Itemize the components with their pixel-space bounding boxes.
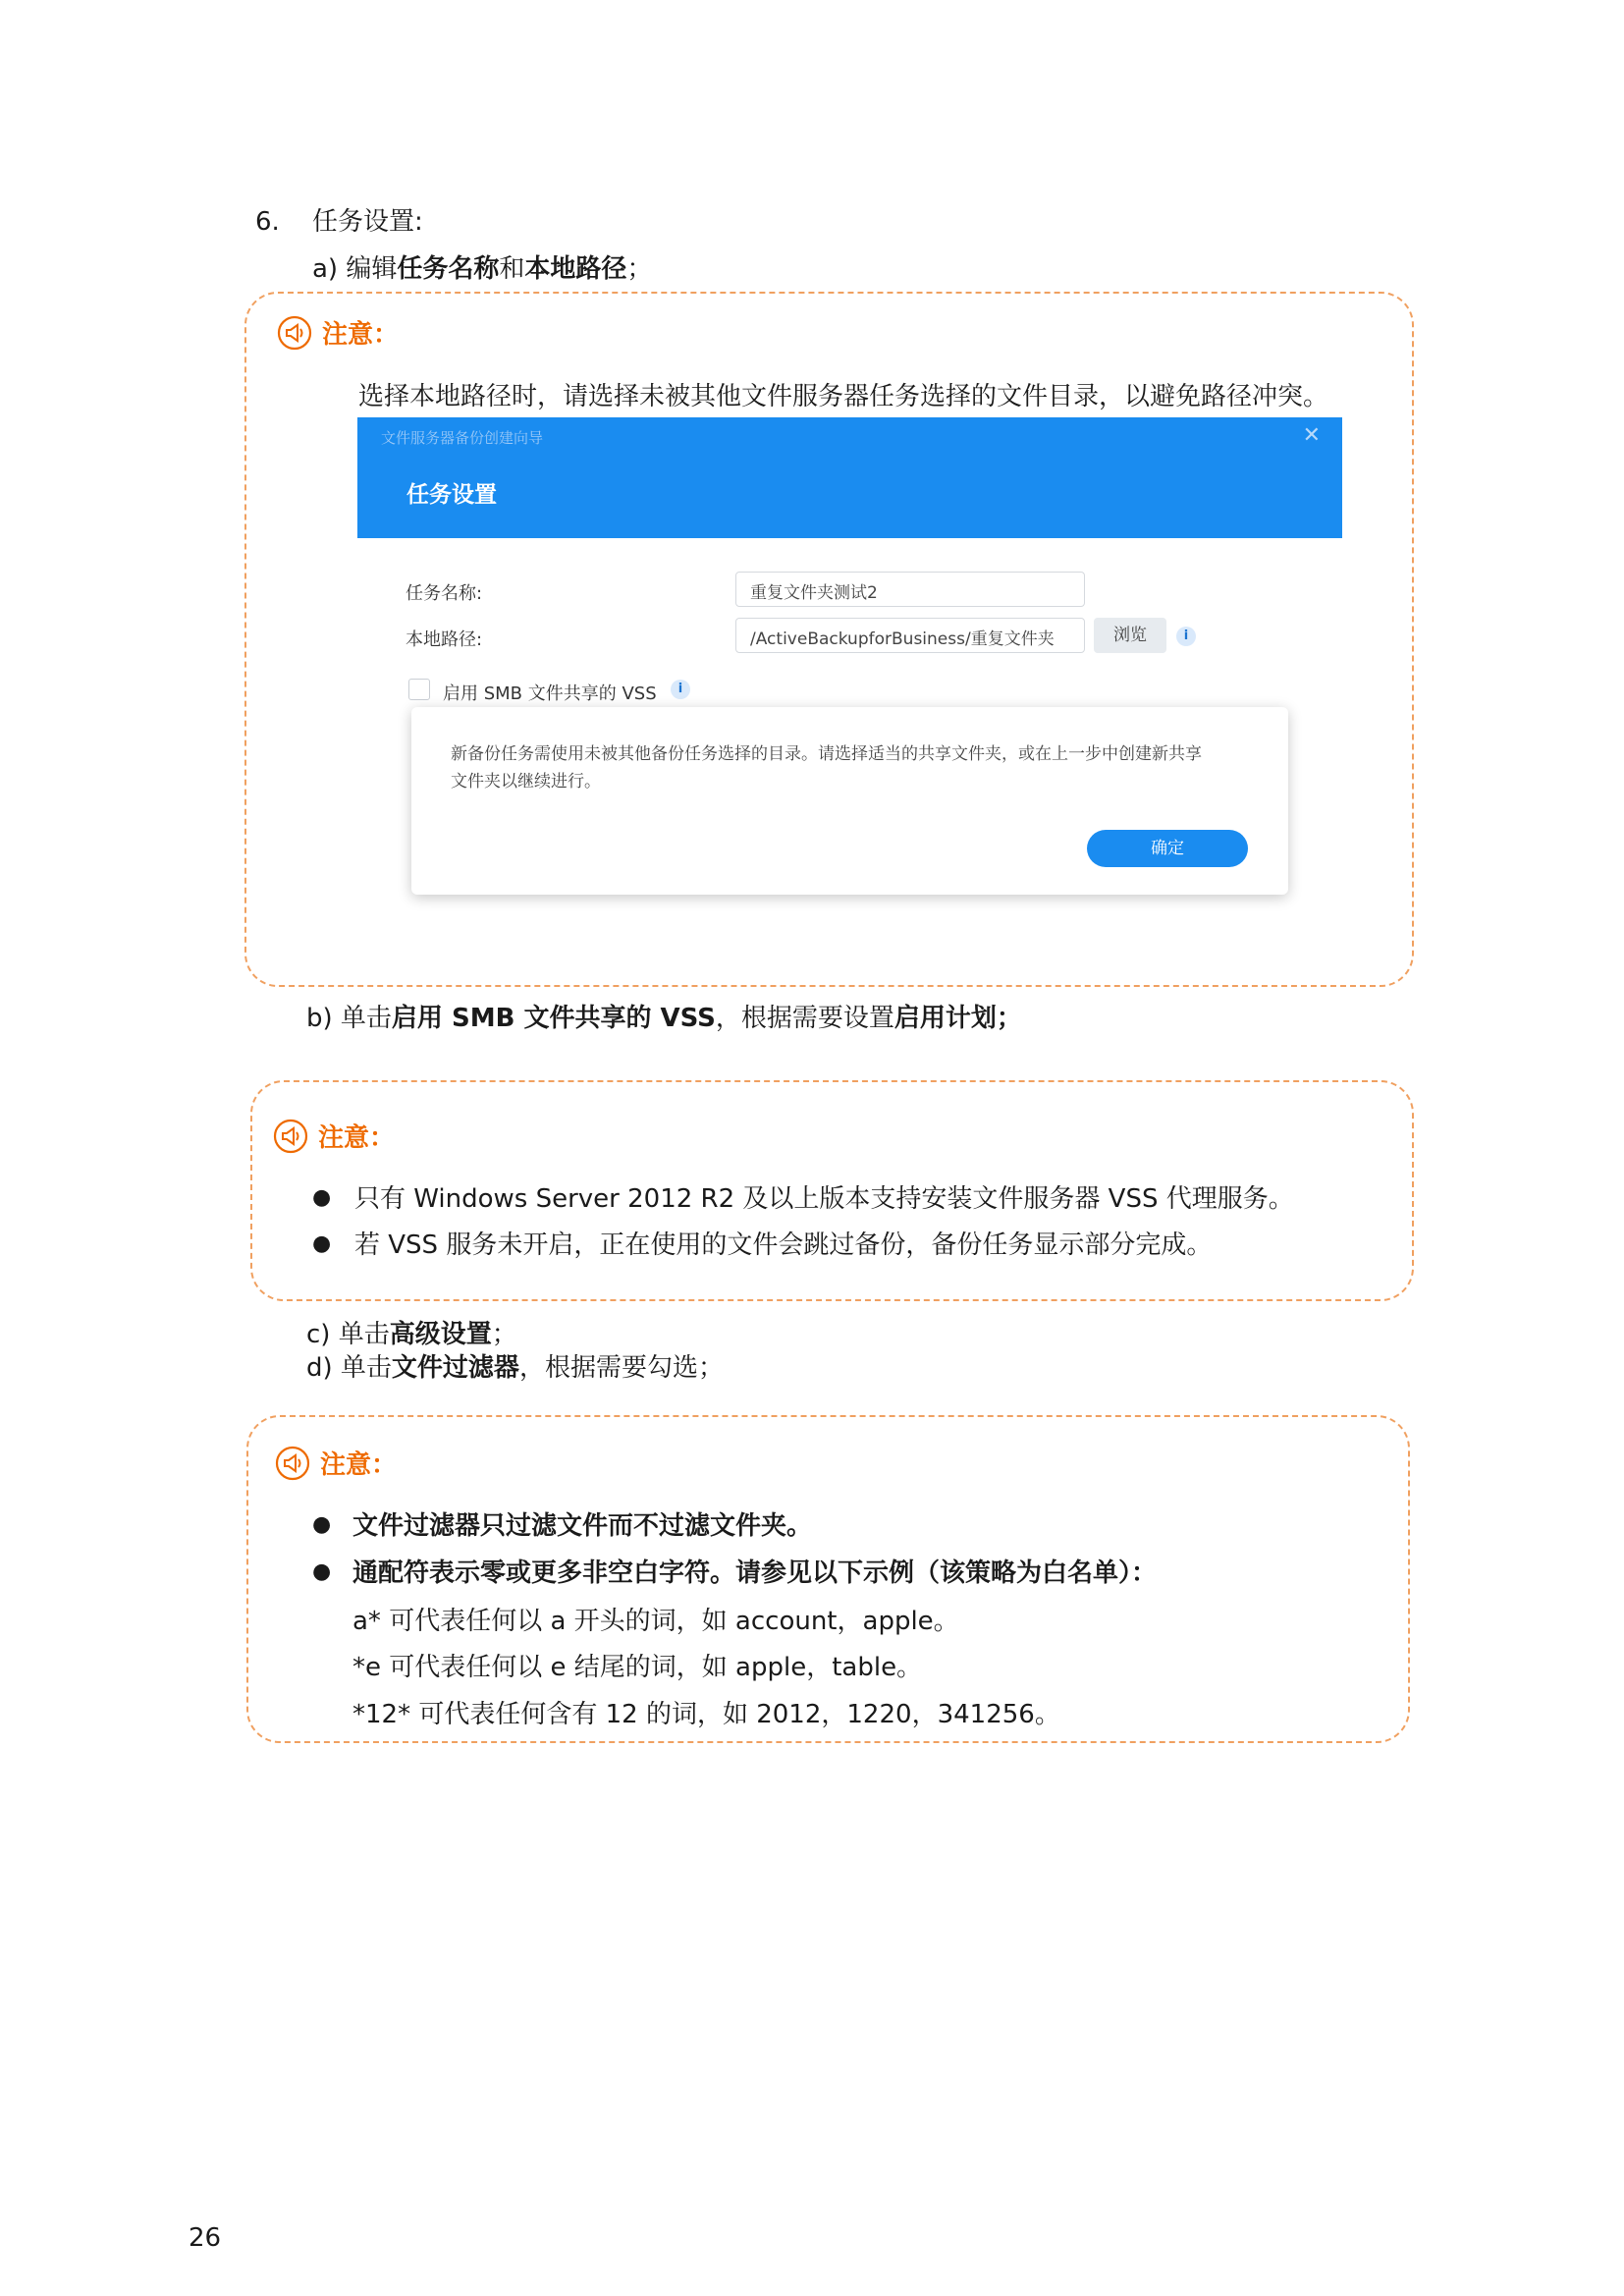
bullet-dot: ● [312, 1559, 332, 1584]
modal-message-line-2: 文件夹以继续进行。 [451, 772, 601, 792]
step-title: 任务设置: [312, 207, 423, 237]
bullet-dot: ● [312, 1231, 332, 1256]
item-a-suffix: ； [626, 254, 653, 284]
megaphone-icon [277, 315, 312, 351]
vss-info-icon[interactable]: i [671, 680, 690, 699]
item-c-prefix: c) 单击 [306, 1320, 390, 1349]
modal-message-line-1: 新备份任务需使用未被其他备份任务选择的目录。请选择适当的共享文件夹，或在上一步中创建新共享 [451, 744, 1202, 764]
ok-button[interactable]: 确定 [1087, 830, 1248, 867]
local-path-label: 本地路径: [406, 629, 483, 650]
warning-modal [411, 707, 1288, 895]
note-3-example-2: *e 可代表任何以 e 结尾的词，如 apple，table。 [352, 1653, 923, 1682]
note-3-bullet-2: 通配符表示零或更多非空白字符。请参见以下示例（该策略为白名单）： [352, 1558, 1158, 1588]
item-c [306, 1318, 517, 1351]
item-b-bold2: 启用计划； [893, 1004, 1022, 1033]
item-b-prefix: b) 单击 [306, 1004, 392, 1033]
item-a-mid: 和 [499, 254, 525, 284]
dialog-window-title: 文件服务器备份创建向导 [381, 429, 544, 447]
note-2-bullet-2: 若 VSS 服务未开启，正在使用的文件会跳过备份，备份任务显示部分完成。 [354, 1230, 1213, 1260]
note-3-example-1: a* 可代表任何以 a 开头的词，如 account，apple。 [352, 1607, 959, 1636]
item-b-bold1: 启用 SMB 文件共享的 VSS [391, 1004, 716, 1033]
vss-label: 启用 SMB 文件共享的 VSS [443, 683, 657, 704]
item-d-suffix: ，根据需要勾选； [518, 1353, 724, 1383]
megaphone-icon [273, 1119, 308, 1154]
item-d-bold1: 文件过滤器 [391, 1353, 519, 1383]
dialog-header [357, 417, 1342, 538]
local-path-input[interactable]: /ActiveBackupforBusiness/重复文件夹 [735, 618, 1085, 653]
item-c-bold1: 高级设置 [389, 1320, 492, 1349]
item-a-bold1: 任务名称 [397, 254, 500, 284]
item-d-prefix: d) 单击 [306, 1353, 392, 1383]
item-b [306, 1002, 1022, 1035]
vss-checkbox[interactable] [408, 679, 430, 700]
browse-button[interactable]: 浏览 [1094, 618, 1166, 653]
page-number: 26 [189, 2223, 222, 2253]
item-c-suffix: ； [491, 1320, 517, 1349]
task-name-label: 任务名称: [406, 583, 483, 604]
dialog-title: 任务设置 [406, 482, 497, 508]
close-icon[interactable]: ✕ [1302, 423, 1321, 448]
item-b-mid: ，根据需要设置 [715, 1004, 894, 1033]
bullet-dot: ● [312, 1185, 332, 1210]
note-1-title: 注意： [322, 320, 400, 350]
note-2-title: 注意： [318, 1123, 396, 1153]
note-2-bullet-1: 只有 Windows Server 2012 R2 及以上版本支持安装文件服务器 VSS 代理服务。 [354, 1184, 1294, 1214]
item-d [306, 1351, 724, 1385]
item-a-prefix: a) 编辑 [312, 254, 398, 284]
note-3-title: 注意： [320, 1450, 398, 1480]
note-1-heading [277, 314, 399, 351]
megaphone-icon [275, 1446, 310, 1481]
note-1-text: 选择本地路径时，请选择未被其他文件服务器任务选择的文件目录，以避免路径冲突。 [358, 382, 1329, 411]
item-a-bold2: 本地路径 [524, 254, 627, 284]
bullet-dot: ● [312, 1512, 332, 1537]
modal-message [451, 740, 1202, 795]
task-name-input[interactable]: 重复文件夹测试2 [735, 572, 1085, 607]
note-3-heading [275, 1445, 397, 1481]
note-3-example-3: *12* 可代表任何含有 12 的词，如 2012，1220，341256。 [352, 1700, 1060, 1729]
note-2-heading [273, 1118, 395, 1154]
note-3-bullet-1: 文件过滤器只过滤文件而不过滤文件夹。 [352, 1511, 813, 1541]
item-a [312, 252, 652, 286]
step-number: 6. [255, 207, 280, 237]
info-icon[interactable]: i [1176, 627, 1196, 646]
